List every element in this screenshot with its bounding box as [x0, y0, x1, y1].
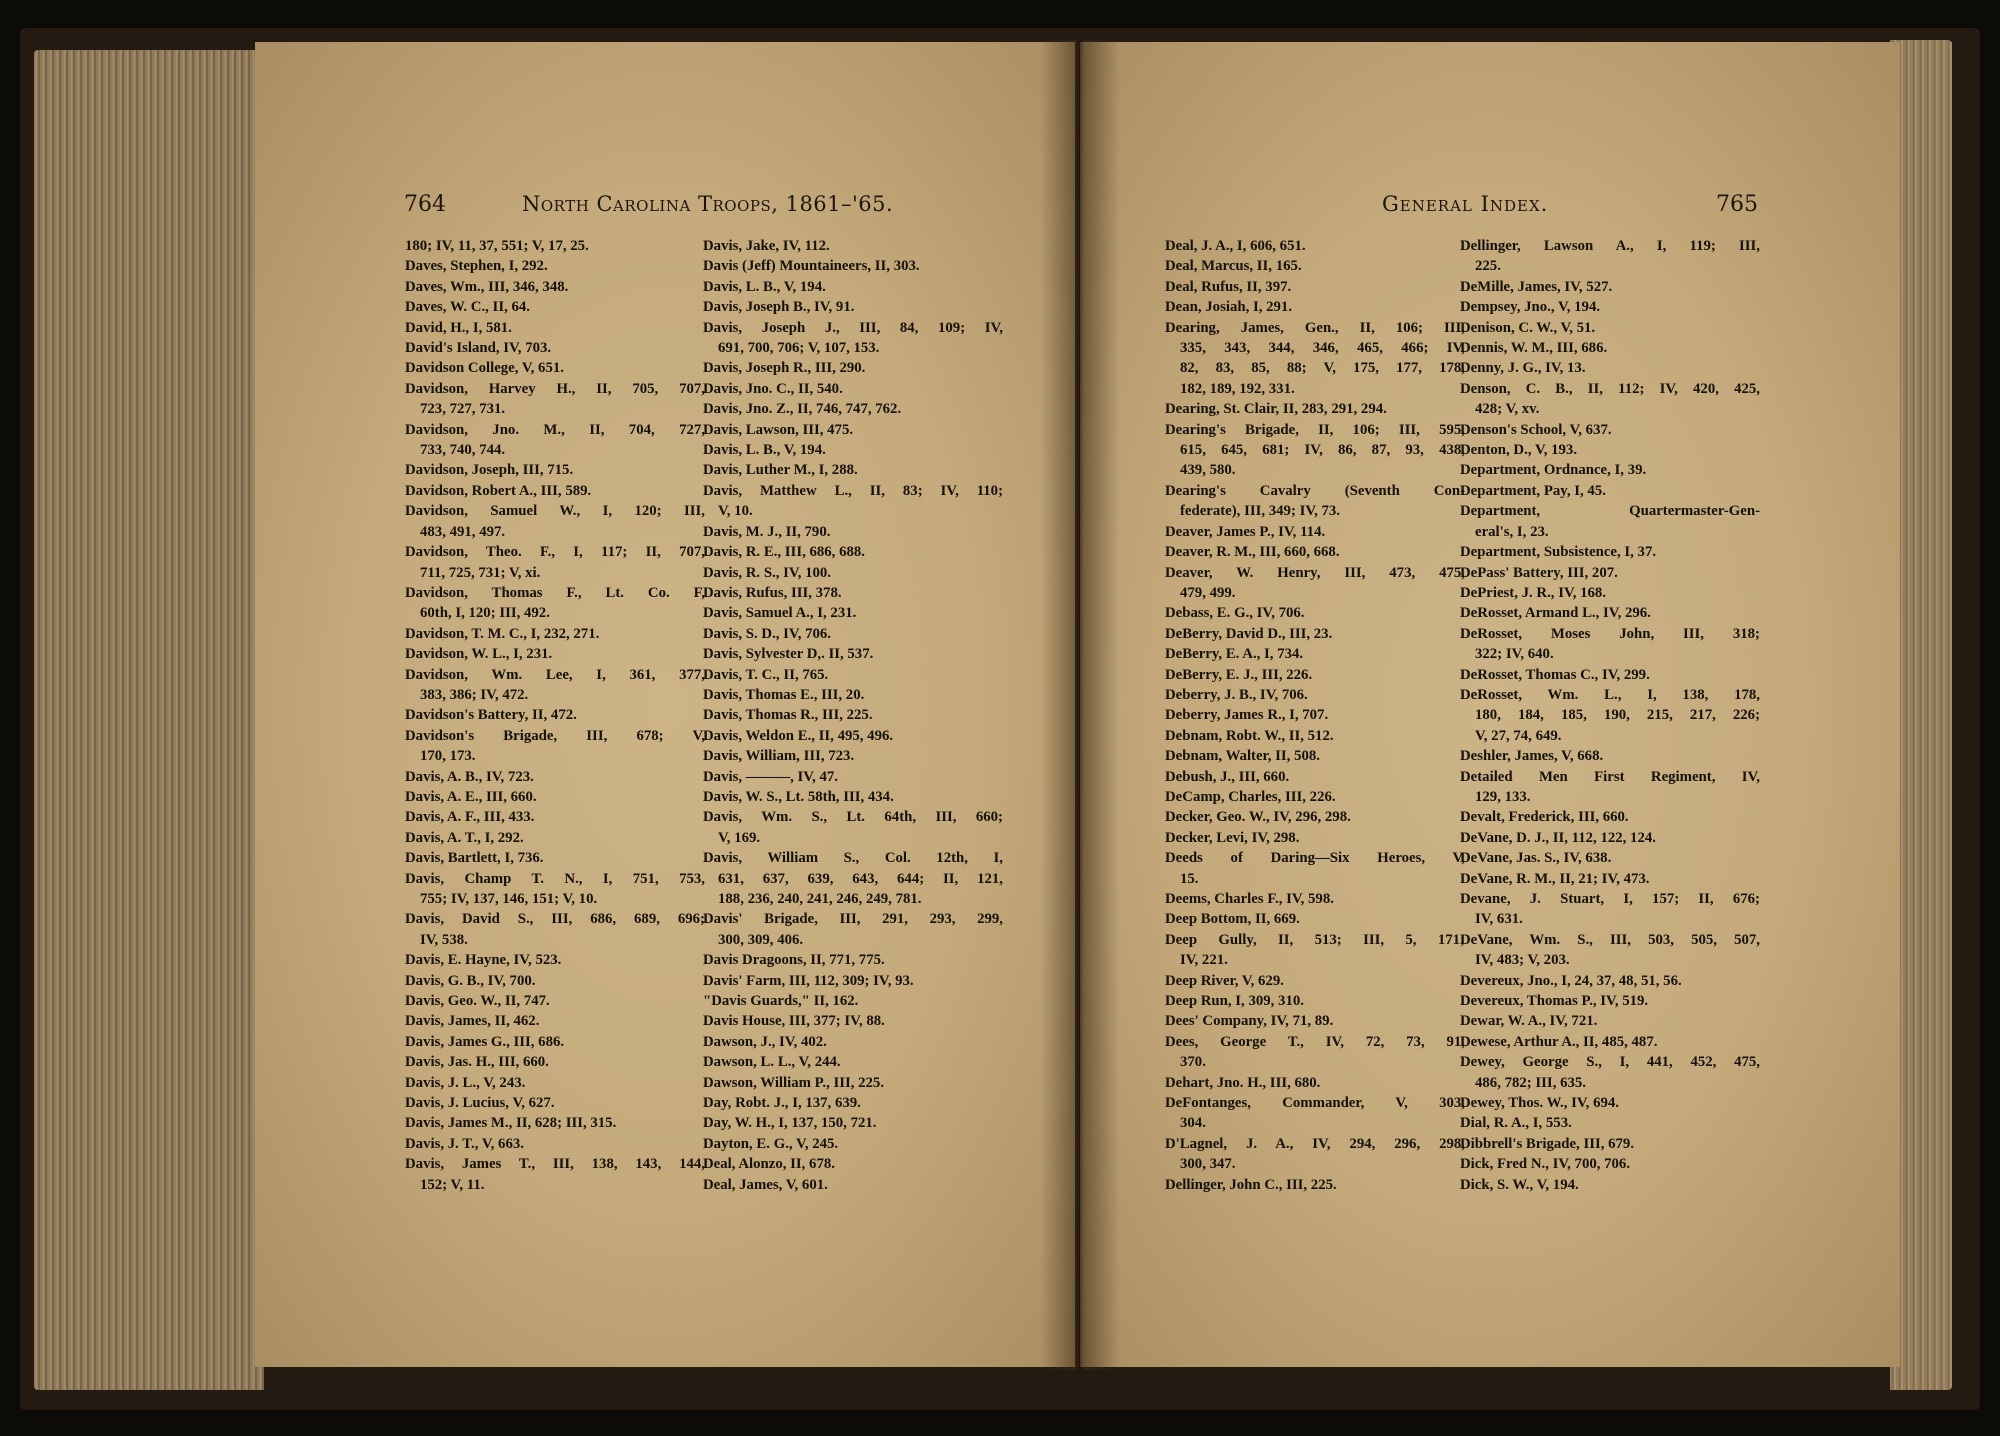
- index-entry-line: IV, 538.: [420, 931, 468, 948]
- index-entry-line: Decker, Levi, IV, 298.: [1165, 829, 1300, 846]
- left-page-column-2: [703, 236, 1003, 1195]
- index-entry-line: 300, 309, 406.: [718, 931, 804, 948]
- index-entry-line: Department, Ordnance, I, 39.: [1460, 462, 1647, 479]
- index-entry-line: 225.: [1475, 258, 1501, 275]
- index-entry-line: Dees, George T., IV, 72, 73, 91,: [1165, 1033, 1465, 1050]
- index-entry-line: Davis, Joseph B., IV, 91.: [703, 299, 855, 316]
- index-entry-line: 188, 236, 240, 241, 246, 249, 781.: [718, 891, 922, 907]
- index-entry-line: Davis, Luther M., I, 288.: [703, 462, 858, 479]
- index-entry-line: Davidson, Jno. M., II, 704, 727,: [405, 421, 705, 438]
- index-entry-line: Davis, Sylvester D,. II, 537.: [703, 646, 874, 663]
- index-entry-line: Dewey, George S., I, 441, 452, 475,: [1460, 1054, 1760, 1071]
- index-entry-line: 439, 580.: [1180, 462, 1236, 479]
- index-entry-line: "Davis Guards," II, 162.: [703, 993, 859, 1010]
- index-entry-line: Davidson's Battery, II, 472.: [405, 707, 577, 724]
- index-entry-line: IV, 221.: [1180, 952, 1228, 969]
- index-entry-line: Davis, A. B., IV, 723.: [405, 768, 534, 785]
- index-entry-line: Department, Quartermaster-Gen-: [1460, 503, 1760, 520]
- index-entry-line: 615, 645, 681; IV, 86, 87, 93, 438,: [1180, 442, 1465, 459]
- index-entry-line: Davis, T. C., II, 765.: [703, 666, 829, 683]
- index-entry-line: Davis' Brigade, III, 291, 293, 299,: [703, 911, 1003, 928]
- index-entry-line: Devalt, Frederick, III, 660.: [1460, 809, 1629, 826]
- index-entry-line: DeVane, Wm. S., III, 503, 505, 507,: [1460, 931, 1760, 948]
- index-entry-line: 723, 727, 731.: [420, 401, 506, 418]
- index-entry-line: Dick, S. W., V, 194.: [1460, 1176, 1579, 1193]
- index-entry-line: Davis, Jno. Z., II, 746, 747, 762.: [703, 401, 902, 418]
- index-entry-line: DeVane, Jas. S., IV, 638.: [1460, 850, 1612, 867]
- index-entry-line: Dempsey, Jno., V, 194.: [1460, 299, 1601, 316]
- index-entry-line: Debnam, Robt. W., II, 512.: [1165, 727, 1334, 744]
- index-entry-line: Davis House, III, 377; IV, 88.: [703, 1013, 885, 1030]
- index-entry-line: Davis, Joseph J., III, 84, 109; IV,: [703, 319, 1003, 336]
- index-entry-line: Davis, Thomas E., III, 20.: [703, 686, 865, 703]
- index-entry-line: Davis, ———, IV, 47.: [703, 768, 838, 785]
- index-entry-line: Davis, L. B., V, 194.: [703, 278, 826, 295]
- index-entry-line: Davidson, Harvey H., II, 705, 707,: [405, 380, 705, 397]
- index-entry-line: DeBerry, David D., III, 23.: [1165, 625, 1333, 642]
- index-entry-line: Davidson, W. L., I, 231.: [405, 646, 553, 663]
- index-entry-line: Davis, Samuel A., I, 231.: [703, 605, 857, 622]
- index-entry-line: Deems, Charles F., IV, 598.: [1165, 891, 1334, 907]
- index-entry-line: V, 27, 74, 649.: [1475, 727, 1562, 744]
- index-entry-line: Davis, Jas. H., III, 660.: [405, 1054, 549, 1071]
- index-entry-line: Denny, J. G., IV, 13.: [1460, 360, 1586, 377]
- index-entry-line: Deal, J. A., I, 606, 651.: [1165, 238, 1306, 254]
- index-entry-line: Deal, Rufus, II, 397.: [1165, 278, 1292, 295]
- index-entry-line: Davis, Jno. C., II, 540.: [703, 380, 843, 397]
- index-entry-line: Deal, James, V, 601.: [703, 1176, 828, 1193]
- left-page-column-1: [405, 236, 705, 1195]
- right-page-column-2: [1460, 236, 1760, 1195]
- index-entry-line: DeMille, James, IV, 527.: [1460, 278, 1613, 295]
- index-entry-line: Deaver, R. M., III, 660, 668.: [1165, 544, 1340, 561]
- index-entry-line: 152; V, 11.: [420, 1176, 485, 1193]
- index-entry-line: 60th, I, 120; III, 492.: [420, 605, 550, 622]
- index-entry-line: Davis, A. F., III, 433.: [405, 809, 535, 826]
- index-entry-line: Daves, Wm., III, 346, 348.: [405, 278, 569, 295]
- index-entry-line: Devane, J. Stuart, I, 157; II, 676;: [1460, 891, 1760, 907]
- index-entry-line: 300, 347.: [1180, 1156, 1236, 1173]
- index-entry-line: Deeds of Daring—Six Heroes, V,: [1165, 850, 1465, 867]
- index-entry-line: Davis, A. E., III, 660.: [405, 788, 537, 805]
- index-entry-line: Deep Run, I, 309, 310.: [1165, 993, 1304, 1010]
- index-entry-line: 479, 499.: [1180, 584, 1236, 601]
- index-entry-line: federate), III, 349; IV, 73.: [1180, 503, 1341, 520]
- index-entry-line: 182, 189, 192, 331.: [1180, 380, 1295, 397]
- index-entry-line: Dewey, Thos. W., IV, 694.: [1460, 1095, 1619, 1112]
- index-entry-line: 180, 184, 185, 190, 215, 217, 226;: [1475, 707, 1760, 724]
- index-entry-line: Daves, W. C., II, 64.: [405, 299, 530, 316]
- index-entry-line: Davis, Thomas R., III, 225.: [703, 707, 873, 724]
- index-entry-line: Denton, D., V, 193.: [1460, 442, 1578, 459]
- index-entry-line: Department, Subsistence, I, 37.: [1460, 544, 1657, 561]
- index-entry-line: Dehart, Jno. H., III, 680.: [1165, 1074, 1321, 1091]
- index-entry-line: Dellinger, John C., III, 225.: [1165, 1176, 1337, 1193]
- index-entry-line: Daves, Stephen, I, 292.: [405, 258, 548, 275]
- index-entry-line: Deep Gully, II, 513; III, 5, 171;: [1165, 931, 1465, 948]
- index-entry-line: Davis, J. Lucius, V, 627.: [405, 1095, 555, 1112]
- index-entry-line: Denson, C. B., II, 112; IV, 420, 425,: [1460, 380, 1760, 397]
- right-page-number: 765: [1716, 192, 1758, 217]
- index-entry-line: DeRosset, Armand L., IV, 296.: [1460, 605, 1651, 622]
- index-entry-line: DeVane, D. J., II, 112, 122, 124.: [1460, 829, 1656, 846]
- index-entry-line: V, 10.: [718, 503, 753, 520]
- index-entry-line: Davidson College, V, 651.: [405, 360, 564, 377]
- index-entry-line: Davidson, Joseph, III, 715.: [405, 462, 574, 479]
- index-entry-line: Deaver, W. Henry, III, 473, 475,: [1165, 564, 1465, 581]
- index-entry-line: Deshler, James, V, 668.: [1460, 748, 1604, 765]
- left-page-edges: [34, 50, 264, 1390]
- index-entry-line: Davis, S. D., IV, 706.: [703, 625, 831, 642]
- index-entry-line: Davis, Jake, IV, 112.: [703, 238, 830, 254]
- index-entry-line: Dawson, William P., III, 225.: [703, 1074, 885, 1091]
- index-entry-line: Deal, Marcus, II, 165.: [1165, 258, 1302, 275]
- index-entry-line: Davis, A. T., I, 292.: [405, 829, 524, 846]
- index-entry-line: Denson's School, V, 637.: [1460, 421, 1612, 438]
- index-entry-line: IV, 631.: [1475, 911, 1523, 928]
- index-entry-line: DePass' Battery, III, 207.: [1460, 564, 1618, 581]
- index-entry-line: 170, 173.: [420, 748, 476, 765]
- index-entry-line: 711, 725, 731; V, xi.: [420, 564, 541, 581]
- index-entry-line: 370.: [1180, 1054, 1206, 1071]
- index-entry-line: Deal, Alonzo, II, 678.: [703, 1156, 835, 1173]
- index-entry-line: Davidson's Brigade, III, 678; V,: [405, 727, 705, 744]
- index-entry-line: Davis, William S., Col. 12th, I,: [703, 850, 1003, 867]
- index-entry-line: eral's, I, 23.: [1475, 523, 1549, 540]
- index-entry-line: 755; IV, 137, 146, 151; V, 10.: [420, 891, 598, 907]
- index-entry-line: Dial, R. A., I, 553.: [1460, 1115, 1572, 1132]
- index-entry-line: Davis, R. S., IV, 100.: [703, 564, 831, 581]
- index-entry-line: Davis, James T., III, 138, 143, 144,: [405, 1156, 705, 1173]
- index-entry-line: 486, 782; III, 635.: [1475, 1074, 1586, 1091]
- index-entry-line: Davis, Matthew L., II, 83; IV, 110;: [703, 482, 1003, 499]
- left-running-head: North Carolina Troops, 1861–'65.: [522, 192, 894, 216]
- index-entry-line: 304.: [1180, 1115, 1206, 1132]
- index-entry-line: Davis, Weldon E., II, 495, 496.: [703, 727, 894, 744]
- index-entry-line: Dewar, W. A., IV, 721.: [1460, 1013, 1598, 1030]
- index-entry-line: DeFontanges, Commander, V, 303,: [1165, 1095, 1465, 1112]
- index-entry-line: Davidson, Thomas F., Lt. Co. F,: [405, 584, 705, 601]
- index-entry-line: Davidson, T. M. C., I, 232, 271.: [405, 625, 600, 642]
- index-entry-line: DeCamp, Charles, III, 226.: [1165, 788, 1336, 805]
- index-entry-line: Dayton, E. G., V, 245.: [703, 1135, 839, 1152]
- index-entry-line: Davis, R. E., III, 686, 688.: [703, 544, 865, 561]
- index-entry-line: DeVane, R. M., II, 21; IV, 473.: [1460, 870, 1650, 887]
- index-entry-line: Davis, William, III, 723.: [703, 748, 855, 765]
- right-page-column-1: [1165, 236, 1465, 1195]
- right-running-head: General Index.: [1382, 192, 1549, 216]
- index-entry-line: Dearing, St. Clair, II, 283, 291, 294.: [1165, 401, 1387, 418]
- index-entry-line: 15.: [1180, 870, 1199, 887]
- index-entry-line: Davis, Geo. W., II, 747.: [405, 993, 550, 1010]
- index-entry-line: Deberry, James R., I, 707.: [1165, 707, 1329, 724]
- index-entry-line: Dearing, James, Gen., II, 106; III,: [1165, 319, 1465, 336]
- index-entry-line: Devereux, Jno., I, 24, 37, 48, 51, 56.: [1460, 972, 1682, 989]
- index-entry-line: Department, Pay, I, 45.: [1460, 482, 1606, 499]
- index-entry-line: Davis Dragoons, II, 771, 775.: [703, 952, 885, 969]
- index-entry-line: DeRosset, Thomas C., IV, 299.: [1460, 666, 1650, 683]
- index-entry-line: Davidson, Robert A., III, 589.: [405, 482, 592, 499]
- index-entry-line: Davis, M. J., II, 790.: [703, 523, 831, 540]
- index-entry-line: 483, 491, 497.: [420, 523, 506, 540]
- index-entry-line: Davis, Bartlett, I, 736.: [405, 850, 544, 867]
- index-entry-line: Dean, Josiah, I, 291.: [1165, 299, 1293, 316]
- index-entry-line: Dawson, L. L., V, 244.: [703, 1054, 841, 1071]
- index-entry-line: DeBerry, E. J., III, 226.: [1165, 666, 1313, 683]
- index-entry-line: DeBerry, E. A., I, 734.: [1165, 646, 1304, 663]
- index-entry-line: Davis, L. B., V, 194.: [703, 442, 826, 459]
- index-entry-line: Davis, J. L., V, 243.: [405, 1074, 526, 1091]
- index-entry-line: Davis, G. B., IV, 700.: [405, 972, 536, 989]
- index-entry-line: Dawson, J., IV, 402.: [703, 1033, 827, 1050]
- index-entry-line: Deep Bottom, II, 669.: [1165, 911, 1300, 928]
- index-entry-line: Dellinger, Lawson A., I, 119; III,: [1460, 238, 1760, 254]
- index-entry-line: IV, 483; V, 203.: [1475, 952, 1570, 969]
- index-entry-line: Day, W. H., I, 137, 150, 721.: [703, 1115, 877, 1132]
- index-entry-line: Davis, James, II, 462.: [405, 1013, 540, 1030]
- index-entry-line: 691, 700, 706; V, 107, 153.: [718, 340, 880, 357]
- index-entry-line: Dearing's Brigade, II, 106; III, 595,: [1165, 421, 1465, 438]
- index-entry-line: 428; V, xv.: [1475, 401, 1540, 418]
- index-entry-line: 129, 133.: [1475, 788, 1531, 805]
- index-entry-line: Debass, E. G., IV, 706.: [1165, 605, 1305, 622]
- index-entry-line: Deaver, James P., IV, 114.: [1165, 523, 1326, 540]
- index-entry-line: Davis, David S., III, 686, 689, 696;: [405, 911, 705, 928]
- index-entry-line: D'Lagnel, J. A., IV, 294, 296, 298,: [1165, 1135, 1465, 1152]
- index-entry-line: 82, 83, 85, 88; V, 175, 177, 178,: [1180, 360, 1465, 377]
- index-entry-line: Dibbrell's Brigade, III, 679.: [1460, 1135, 1635, 1152]
- index-entry-line: Davis, E. Hayne, IV, 523.: [405, 952, 562, 969]
- index-entry-line: Dearing's Cavalry (Seventh Con-: [1165, 482, 1465, 499]
- index-entry-line: Debush, J., III, 660.: [1165, 768, 1290, 785]
- index-entry-line: Davis, W. S., Lt. 58th, III, 434.: [703, 788, 894, 805]
- index-entry-line: Davis, Wm. S., Lt. 64th, III, 660;: [703, 809, 1003, 826]
- index-entry-line: 383, 386; IV, 472.: [420, 686, 529, 703]
- index-entry-line: Decker, Geo. W., IV, 296, 298.: [1165, 809, 1351, 826]
- index-entry-line: Davis, Lawson, III, 475.: [703, 421, 854, 438]
- index-entry-line: Detailed Men First Regiment, IV,: [1460, 768, 1760, 785]
- index-entry-line: Deep River, V, 629.: [1165, 972, 1284, 989]
- index-entry-line: David, H., I, 581.: [405, 319, 512, 336]
- book-gutter: [1040, 40, 1120, 1370]
- left-page-number: 764: [404, 192, 446, 217]
- index-entry-line: Debnam, Walter, II, 508.: [1165, 748, 1320, 765]
- index-entry-line: Dees' Company, IV, 71, 89.: [1165, 1013, 1334, 1030]
- index-entry-line: Dennis, W. M., III, 686.: [1460, 340, 1608, 357]
- index-entry-line: Denison, C. W., V, 51.: [1460, 319, 1596, 336]
- index-entry-line: Davis' Farm, III, 112, 309; IV, 93.: [703, 972, 914, 989]
- index-entry-line: Davidson, Theo. F., I, 117; II, 707,: [405, 544, 705, 561]
- index-entry-line: Devereux, Thomas P., IV, 519.: [1460, 993, 1649, 1010]
- index-entry-line: Day, Robt. J., I, 137, 639.: [703, 1095, 861, 1112]
- index-entry-line: 322; IV, 640.: [1475, 646, 1554, 663]
- index-entry-line: DeRosset, Moses John, III, 318;: [1460, 625, 1760, 642]
- index-entry-line: Dick, Fred N., IV, 700, 706.: [1460, 1156, 1631, 1173]
- index-entry-line: Davis, James G., III, 686.: [405, 1033, 565, 1050]
- index-entry-line: 631, 637, 639, 643, 644; II, 121,: [718, 870, 1003, 887]
- index-entry-line: Davidson, Wm. Lee, I, 361, 377,: [405, 666, 705, 683]
- index-entry-line: Davis, Champ T. N., I, 751, 753,: [405, 870, 705, 887]
- index-entry-line: Davis, James M., II, 628; III, 315.: [405, 1115, 617, 1132]
- index-entry-line: Dewese, Arthur A., II, 485, 487.: [1460, 1033, 1658, 1050]
- index-entry-line: DeRosset, Wm. L., I, 138, 178,: [1460, 686, 1760, 703]
- index-entry-line: V, 169.: [718, 829, 761, 846]
- index-entry-line: Davis (Jeff) Mountaineers, II, 303.: [703, 258, 920, 275]
- index-entry-line: Davis, Joseph R., III, 290.: [703, 360, 866, 377]
- index-entry-line: 335, 343, 344, 346, 465, 466; IV,: [1180, 340, 1465, 357]
- index-entry-line: Davis, Rufus, III, 378.: [703, 584, 842, 601]
- index-entry-line: 180; IV, 11, 37, 551; V, 17, 25.: [405, 238, 589, 254]
- index-entry-line: DePriest, J. R., IV, 168.: [1460, 584, 1607, 601]
- index-entry-line: Davidson, Samuel W., I, 120; III,: [405, 503, 705, 520]
- index-entry-line: David's Island, IV, 703.: [405, 340, 552, 357]
- index-entry-line: Deberry, J. B., IV, 706.: [1165, 686, 1308, 703]
- index-entry-line: Davis, J. T., V, 663.: [405, 1135, 524, 1152]
- index-entry-line: 733, 740, 744.: [420, 442, 506, 459]
